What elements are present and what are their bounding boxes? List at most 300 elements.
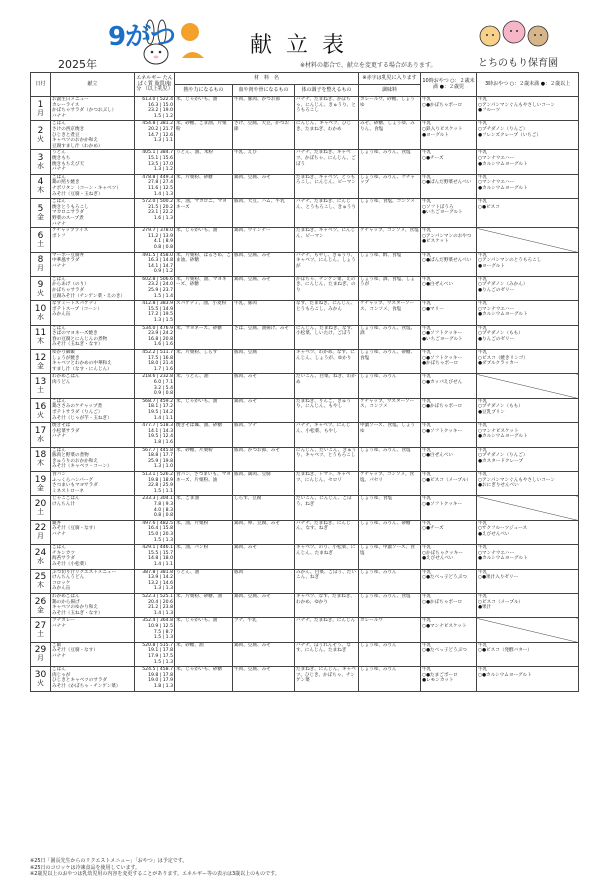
date-cell (31, 276, 51, 300)
yellow-foods-cell: 牛肉、豚肉、かつお節 (233, 97, 295, 121)
table-row (31, 325, 579, 349)
nutrition-cell: 387.8 | 381.8 13.9 | 14.2 13.2 | 14.6 1.3 | 1.3 (135, 569, 175, 593)
yellow-foods-cell: 豚肉 (233, 569, 295, 593)
snack3-cell: 牛乳 ○●ビスコ（発酵バター） (477, 642, 579, 666)
nutrition-cell: 602.8 | 506.6 23.2 | 24.0 25.9 | 23.7 1.5 | 1.4 (135, 276, 175, 300)
snack10-cell: 牛乳 ○●マリー (421, 301, 477, 325)
table-row (31, 545, 579, 569)
green-foods-cell: バナナ、たまねぎ、かぼちゃ、にんじん、きゅうり、とうもろこし (295, 97, 359, 121)
table-row (31, 228, 579, 252)
nutrition-cell: 478.8 | 449.3 27.8 | 27.4 11.6 | 12.5 1.4 | 1.3 (135, 174, 175, 198)
nutrition-cell: 568.7 | 459.2 18.1 | 17.2 19.5 | 14.2 1.4 | 1.1 (135, 398, 175, 422)
weekday: 金 (37, 361, 44, 370)
snack10-cell: 牛乳 ○●かぼちゃボーロ (421, 593, 477, 617)
col-green-foods: 体の調子を整えるもの (295, 85, 359, 97)
table-row (31, 642, 579, 666)
snack10-cell: 牛乳 ○●ソフトクッキー (421, 496, 477, 520)
snack10-cell: 牛乳 ○●チーズ (421, 520, 477, 544)
red-foods-cell: 焼きそば麺、油、砂糖 (175, 423, 233, 447)
seasoning-cell: 中濃ソース、食塩、しょうゆ (359, 423, 421, 447)
col-menu: 献立 (51, 73, 135, 97)
red-foods-cell: 食パン、さつまいも、マヨネーズ、片栗粉、油 (175, 472, 233, 496)
weekday: 水 (37, 434, 44, 443)
red-foods-cell: 米、じゃがいも、砂糖 (175, 667, 233, 691)
snack10-cell: 牛乳 ○●かぼちゃボーロ (421, 398, 477, 422)
snack10-cell: 牛乳 ○●ぱんだ野菜せんべい (421, 252, 477, 276)
date-cell (31, 350, 51, 374)
footer-notes (30, 858, 280, 878)
menu-cell: なすミートスパゲティ ポテトスープ（コーン） みかん缶 (51, 301, 135, 325)
table-row (31, 97, 579, 121)
menu-cell: ごはん 鶏の照り焼き ナポリタン（コーン・キャベツ） みそ汁（豆腐・玉ねぎ） (51, 174, 135, 198)
red-foods-cell: 米、じゃがいも、油 (175, 97, 233, 121)
red-foods-cell: 米、うどん、油 (175, 374, 233, 398)
snack3-cell: 牛乳 ○プチダノン（もも） ●りんごのゼリー (477, 325, 579, 349)
snack10-cell: 牛乳 ○●ソフトクッキー ●かぼちゃボーロ (421, 350, 477, 374)
date-cell (31, 667, 51, 691)
snack3-cell: 牛乳 ○プチダノン（りんご） ●フレンズクレープ（いちご） (477, 121, 579, 150)
green-foods-cell: キャベツ、のり、小松菜、にんじん、たまねぎ (295, 545, 359, 569)
menu-cell: ご飯 みそ汁（豆腐・なす） バナナ (51, 642, 135, 666)
green-foods-cell: バナナ、たまねぎ、キャベツ、かぼちゃ、にんじん、ごぼう (295, 150, 359, 174)
weekday: 金 (37, 605, 44, 614)
snack3-cell: 牛乳 ○プチダノン（もも） ●豆乳プリン (477, 398, 579, 422)
red-foods-cell: 米、砂糖、ごま油、片栗粉 (175, 121, 233, 150)
seasoning-cell: しょうゆ、みりん、食塩 (359, 150, 421, 174)
snack10-cell: 牛乳 ○●ビスコ（メープル） (421, 472, 477, 496)
yellow-foods-cell: 鶏肉、豆腐、みそ (233, 174, 295, 198)
school-name: とちのもり保育園 (478, 58, 558, 69)
yellow-foods-cell: 豚肉、ツナ (233, 423, 295, 447)
green-foods-cell: たまねぎ、にんじん、キャベツ、ひじき、かぼちゃ、チンゲン菜 (295, 667, 359, 691)
weekday: 土 (37, 386, 44, 395)
seasoning-cell: しょうゆ、みりん、食塩 (359, 593, 421, 617)
yellow-foods-cell: 牛乳、えび (233, 150, 295, 174)
green-foods-cell: だいこん、にんじん、ごぼう、ねぎ (295, 496, 359, 520)
table-row (31, 520, 579, 544)
date-cell (31, 472, 51, 496)
snack3-cell: 牛乳 ○●カルシウムヨーグルト (477, 667, 579, 691)
yellow-foods-cell: さけ、豆腐、大豆、かつお節 (233, 121, 295, 150)
green-foods-cell: バナナ、キャベツ、にんじん、小松菜、もやし (295, 423, 359, 447)
yellow-foods-cell: 豚肉、鶏肉、豆腐 (233, 472, 295, 496)
table-row (31, 496, 579, 520)
table-row (31, 667, 579, 691)
date-number: 25 (34, 572, 47, 583)
green-foods-cell: バナナ、ほうれんそう、なす、にんじん、たまねぎ (295, 642, 359, 666)
date-cell (31, 121, 51, 150)
date-number: 26 (34, 596, 47, 607)
red-foods-cell: うどん、油 (175, 569, 233, 593)
seasoning-cell: しょうゆ、みりん (359, 667, 421, 691)
date-number: 18 (34, 450, 47, 461)
weekday: 月 (37, 532, 44, 541)
date-number: 17 (34, 425, 47, 436)
nutrition-cell: 567.7 | 445.8 18.8 | 17.7 25.9 | 19.8 1.3 | 1.0 (135, 447, 175, 471)
yellow-foods-cell: 豚肉、みそ (233, 374, 295, 398)
col-yellow-foods: 血や肉や骨になるもの (233, 85, 295, 97)
table-row (31, 398, 579, 422)
green-foods-cell: キャベツ、わかめ、なす、にんじん、しょうが、ゆかり (295, 350, 359, 374)
red-foods-cell: 米、砂糖、片栗粉 (175, 447, 233, 471)
col-materials: 材 料 名 (175, 73, 359, 85)
table-row (31, 569, 579, 593)
header-note: ※材料の都合で、献立を変更する場合があります。 (300, 62, 437, 69)
nutrition-cell: 454.8 | 381.2 20.2 | 21.7 14.7 | 12.6 1.3 | 1.1 (135, 121, 175, 150)
snack3-cell: 牛乳 ○アンパンマンぐんもやさしいコーン ●フルーツ (477, 97, 579, 121)
nutrition-cell: 405.1 | 384.7 15.1 | 15.6 13.5 | 17.0 1.3 | 1.2 (135, 150, 175, 174)
yellow-foods-cell: 鶏肉、卵、豆腐、みそ (233, 520, 295, 544)
menu-table-body (31, 97, 579, 692)
weekday: 土 (37, 239, 44, 248)
seasoning-cell: カレールウ、砂糖、しょうゆ (359, 97, 421, 121)
date-number: 13 (34, 377, 47, 388)
yellow-foods-cell: 豚肉、豆腐 (233, 350, 295, 374)
yellow-foods-cell: 鶏肉、豆腐、みそ (233, 593, 295, 617)
footer-note: ※25日のコロッケは冷凍食品を使用しています。 (30, 864, 141, 871)
date-cell (31, 447, 51, 471)
date-number: 4 (37, 177, 44, 188)
weekday: 月 (37, 108, 44, 117)
red-foods-cell: 米、片栗粉、砂糖、油 (175, 593, 233, 617)
weekday: 金 (37, 483, 44, 492)
red-foods-cell: 米、油、マカロニ、マヨネーズ (175, 199, 233, 228)
weekday: 火 (37, 410, 44, 419)
weekday: 水 (37, 312, 44, 321)
seasoning-cell: しょうゆ、みりん (359, 374, 421, 398)
red-foods-cell: 米、じゃがいも、油 (175, 398, 233, 422)
snack10-cell: 牛乳 ○●ソフトクッキー (421, 423, 477, 447)
year-label: 2025年 (58, 58, 97, 71)
date-number: 24 (34, 547, 47, 558)
red-foods-cell: 米、片栗粉、砂糖 (175, 174, 233, 198)
menu-cell: ごはん 焼きとうもろこし マカロニサラダ 野菜のスープ煮 バナナ (51, 199, 135, 228)
weekday: 火 (37, 678, 44, 687)
menu-cell: 食パン ふっくらハンバーグ さつまいもマヨサラダ ミネストローネ (51, 472, 135, 496)
menu-cell: 焼きそば 小松菜サラダ バナナ (51, 423, 135, 447)
snack10-cell: 牛乳 ○●カッパえびせん (421, 374, 477, 398)
snack10-cell: 牛乳 ○●たべっ子どうぶつ (421, 569, 477, 593)
green-foods-cell: かぼちゃ、チンゲン菜、えのき、にんじん、たまねぎ、のり (295, 276, 359, 300)
green-foods-cell: バナナ、もやし、きゅうり、キャベツ、にんじん、しょうが (295, 252, 359, 276)
snack3-cell: 牛乳 ○マンナウエハー ●カルシウムヨーグルト (477, 174, 579, 198)
page-header (0, 0, 612, 72)
date-cell (31, 252, 51, 276)
table-row (31, 252, 579, 276)
snack3-cell: 牛乳 ○マンナウエハー ●カルシウムヨーグルト (477, 545, 579, 569)
col-snack10: 10時おやつ ○：２歳未満 ●：２歳児 (421, 73, 477, 97)
date-number: 29 (34, 645, 47, 656)
date-number: 20 (34, 499, 47, 510)
seasoning-cell: しょうゆ、みりん、ケチャップ (359, 174, 421, 198)
red-foods-cell: 米、じゃがいも、油 (175, 228, 233, 252)
weekday: 月 (37, 654, 44, 663)
red-foods-cell: 米、じゃがいも、油 (175, 618, 233, 642)
green-foods-cell: たまねぎ、キャベツ、にんじん、ピーマン (295, 228, 359, 252)
seasoning-cell: しょうゆ、みりん、砂糖、食塩 (359, 350, 421, 374)
nutrition-cell: 513.1 | 526.2 19.8 | 18.9 22.8 | 25.9 1.5 | 1.1 (135, 472, 175, 496)
green-foods-cell: バナナ、たまねぎ、にんじん、とうもろこし、きゅうり (295, 199, 359, 228)
red-foods-cell: 米、片栗粉、しらす (175, 350, 233, 374)
date-number: 11 (34, 328, 47, 339)
nutrition-cell: 452.2 | 511.7 17.5 | 16.8 18.0 | 21.4 1.7 | 1.6 (135, 350, 175, 374)
month-label: 9がつ (108, 22, 176, 52)
weekday: 水 (37, 162, 44, 171)
yellow-foods-cell: 鶏肉、豆腐、みそ (233, 642, 295, 666)
nutrition-cell: 477.7 | 518.3 14.1 | 14.3 19.5 | 12.4 1.8 | 1.6 (135, 423, 175, 447)
yellow-foods-cell: しらす、豆腐 (233, 496, 295, 520)
snack3-cell: 牛乳 ○マンナビスケット ●カルシウムヨーグルト (477, 423, 579, 447)
seasoning-cell: しょうゆ、中濃ソース、食塩 (359, 545, 421, 569)
nutrition-cell: 520.8 | 515.7 19.1 | 17.8 17.9 | 17.5 1.5 | 1.3 (135, 642, 175, 666)
date-cell (31, 325, 51, 349)
snack3-cell: 牛乳 ○アンパンマンぐんもやさしいコーン ●おにぎりせんべい (477, 472, 579, 496)
seasoning-cell: しょうゆ、みりん、食塩、酒 (359, 325, 421, 349)
table-row (31, 374, 579, 398)
table-row (31, 276, 579, 300)
table-row (31, 174, 579, 198)
seasoning-cell: しょうゆ、酒、食塩、しょうが (359, 276, 421, 300)
snack10-cell: 牛乳 ○●白ぜんべい (421, 447, 477, 471)
col-energy: エネルギー たんぱく質 脂質/塩分 （以上乳児） (135, 73, 175, 97)
snack3-cell: 牛乳 ○ビスコ（メープル） ●果汁 (477, 593, 579, 617)
seasoning-cell: しょうゆ、みりん (359, 642, 421, 666)
red-foods-cell: 米、油、片栗粉 (175, 520, 233, 544)
nutrition-cell: 491.5 | 458.0 16.3 | 14.8 14.1 | 14.7 0.9 | 1.2 (135, 252, 175, 276)
menu-cell: 親丼 みそ汁（豆腐・なす） バナナ (51, 520, 135, 544)
yellow-foods-cell: さば、豆腐、油揚げ、みそ (233, 325, 295, 349)
weekday: 土 (37, 508, 44, 517)
weekday: 木 (37, 337, 44, 346)
snack10-cell: 牛乳 ○●たべっ子どうぶつ (421, 642, 477, 666)
snack3-cell: 牛乳 ○ビスコ（焼きリンゴ） ●ダブルクラッカー (477, 350, 579, 374)
weekday: 金 (37, 213, 44, 222)
weekday: 水 (37, 556, 44, 565)
table-row (31, 447, 579, 471)
nutrition-cell: 279.7 | 378.0 11.2 | 13.9 4.1 | 8.9 0.8 | 0.8 (135, 228, 175, 252)
table-row (31, 593, 579, 617)
snack3-cell: 牛乳 ○●果汁入りゼリー (477, 569, 579, 593)
menu-cell: ぶつ切り汁リクエストメニュー けんちんうどん コロッケ みかん缶 (51, 569, 135, 593)
date-cell (31, 423, 51, 447)
weekday: 木 (37, 581, 44, 590)
snack3-cell: 牛乳 ○●ビスコ (477, 199, 579, 228)
weekday: 木 (37, 459, 44, 468)
date-cell (31, 97, 51, 121)
date-number: 1 (37, 99, 44, 110)
green-foods-cell: だいこん、白菜、ねぎ、わかめ (295, 374, 359, 398)
table-row (31, 472, 579, 496)
red-foods-cell: 米、油、パン粉 (175, 545, 233, 569)
nutrition-cell: 233.3 | 304.1 7.8 | 9.3 4.0 | 8.3 0.8 | 0.8 (135, 496, 175, 520)
snack3-empty-cell (477, 618, 579, 642)
snack10-cell: 牛乳 ○鉄入りビスケット ●ヨーグルト (421, 121, 477, 150)
menu-cell: ごはん からあげ（のり） かぼちゃサラダ 豆腐みそ汁（チンゲン菜・えのき） (51, 276, 135, 300)
snack10-cell: 牛乳 ○アンパンマンのおやつ ●ビスケット (421, 228, 477, 252)
menu-cell: ケチャップライス ポトフ (51, 228, 135, 252)
col-day: 日付 (31, 73, 51, 97)
snack3-empty-cell (477, 228, 579, 252)
snack10-cell: 牛乳 ○●白ぜんべい (421, 276, 477, 300)
seasoning-cell: しょうゆ、みりん (359, 569, 421, 593)
snack10-cell: 牛乳 ○●ソフトクッキー ●いちごヨーグルト (421, 325, 477, 349)
nutrition-cell: 352.4 | 364.8 10.9 | 12.5 7.5 | 8.7 1.5 | 1.3 (135, 618, 175, 642)
footer-note: ※2歳児以上のおやつは乳幼児用の内容を変更することがあります。エネルギー等の表示は3歳以上のものです。 (30, 871, 280, 877)
table-row (31, 301, 579, 325)
date-cell (31, 545, 51, 569)
date-cell (31, 520, 51, 544)
footer-note: ※25日「園長先生からのリクエストメニュー」「おやつ」は予定です。 (30, 858, 188, 864)
table-row (31, 150, 579, 174)
red-foods-cell: うどん、油、米粉 (175, 150, 233, 174)
seasoning-cell: みそ、砂糖、しょうゆ、みりん、食塩 (359, 121, 421, 150)
menu-cell: ごはん さけの西京焼き ひじきと煮豆 キャベツのおかか和え 豆腐すまし汁（わかめ） (51, 121, 135, 150)
date-number: 22 (34, 523, 47, 534)
green-foods-cell: にんじん、だいこん、きゅうり、キャベツ、とうもろこし (295, 447, 359, 471)
table-row (31, 423, 579, 447)
menu-cell: わかめごはん 鶏のから揚げ キャベツのゆかり和え みそ汁（玉ねぎ・なす） (51, 593, 135, 617)
nutrition-cell: 429.1 | 446.1 15.5 | 15.7 14.8 | 18.0 1.4 | 1.1 (135, 545, 175, 569)
green-foods-cell: キャベツ、なす、たまねぎ、わかめ、ゆかり (295, 593, 359, 617)
yellow-foods-cell: 豚肉、大豆、ハム、牛乳 (233, 199, 295, 228)
col-allergy-note: ※赤字は乳児に入ります (359, 73, 421, 85)
date-cell (31, 642, 51, 666)
date-number: 27 (34, 621, 47, 632)
date-number: 10 (34, 303, 47, 314)
snack10-cell: 牛乳 ○●ぱんだ野菜せんべい (421, 174, 477, 198)
col-snack3: 3時おやつ ○：２歳未満 ●：２歳以上 (477, 73, 579, 97)
menu-cell: じゃこごはん けんちん汁 (51, 496, 135, 520)
menu-table (30, 72, 579, 692)
green-foods-cell: みかん、白菜、ごぼう、だいこん、ねぎ (295, 569, 359, 593)
green-foods-cell: たまねぎ、キャベツ、とうもろこし、にんじん、ピーマン (295, 174, 359, 198)
date-number: 19 (34, 474, 47, 485)
red-foods-cell: スパゲティ、油、小麦粉 (175, 301, 233, 325)
date-number: 30 (34, 669, 47, 680)
date-cell (31, 374, 51, 398)
snack10-cell: 牛乳 ○ソフトぼうろ ●いちごヨーグルト (421, 199, 477, 228)
seasoning-cell: カレールウ (359, 618, 421, 642)
date-number: 6 (37, 230, 44, 241)
menu-cell: ツナカレー バナナ (51, 618, 135, 642)
snack10-cell: 牛乳 ○●マンナビスケット (421, 618, 477, 642)
snack3-cell: 牛乳 ○サクフルーツジュース ●えびせんべい (477, 520, 579, 544)
snack3-cell: 牛乳 ○プチダノン（みかん） ●りんごのゼリー (477, 276, 579, 300)
menu-cell: ごはん 肉じゃが ひじきとキャベツのサラダ みそ汁（かぼちゃ・チンゲン菜） (51, 667, 135, 691)
nutrition-cell: 522.3 | 525.1 20.4 | 20.6 21.2 | 23.8 1.4 | 1.3 (135, 593, 175, 617)
menu-cell: お誕生日メニュー カレーライス かぼちゃサラダ（かつおぶし） バナナ (51, 97, 135, 121)
menu-cell: ごはん さばのマヨネーズ焼き 春の豆腐とにんじんの煮物 みそ汁（玉ねぎ・なす） (51, 325, 135, 349)
seasoning-cell: ケチャップ、ウスターソース、コンソメ、食塩 (359, 301, 421, 325)
menu-cell: ゆかり御飯 しょうが焼き キャベツとわかめの中華和え すまし汁（なす・にんじん） (51, 350, 135, 374)
green-foods-cell: バナナ、たまねぎ、にんじん (295, 618, 359, 642)
page-title: 献立表 (250, 33, 359, 58)
yellow-foods-cell: 牛肉、豆腐、みそ (233, 667, 295, 691)
yellow-foods-cell: 牛乳、豚肉 (233, 301, 295, 325)
date-number: 12 (34, 352, 47, 363)
green-foods-cell: なす、たまねぎ、にんじん、とうもろこし、みかん (295, 301, 359, 325)
snack3-cell: 牛乳 ○プチダノン（りんご） ●カスタードクレープ (477, 447, 579, 471)
seasoning-cell: しょうゆ、みりん、砂糖 (359, 520, 421, 544)
weekday: 土 (37, 630, 44, 639)
snack10-cell: 牛乳 ○●チーズ (421, 150, 477, 174)
menu-cell: うどん 焼きもち 焼きもちえび天 バナナ (51, 150, 135, 174)
yellow-foods-cell: 鶏肉、みそ (233, 545, 295, 569)
snack3-cell: 牛乳 ○マンナウエハー ●カルシウムヨーグルト (477, 150, 579, 174)
yellow-foods-cell: ツナ、牛乳 (233, 618, 295, 642)
date-cell (31, 301, 51, 325)
snack3-empty-cell (477, 374, 579, 398)
date-cell (31, 150, 51, 174)
seasoning-cell: しょうゆ、酢、食塩 (359, 252, 421, 276)
green-foods-cell: にんじん、キャベツ、ひじき、たまねぎ、わかめ (295, 121, 359, 150)
date-cell (31, 496, 51, 520)
snack10-cell: 牛乳 ○かぼちゃクッキー ●えびせんべい (421, 545, 477, 569)
date-cell (31, 199, 51, 228)
weekday: 月 (37, 264, 44, 273)
menu-cell: ごはん 鶏ささみのケチャップ煮 ポテトサラダ（りんご） みそ汁（じゃが芋・玉ねぎ） (51, 398, 135, 422)
yellow-foods-cell: 豚肉、かつお節、みそ (233, 447, 295, 471)
menu-cell: ごはん 豚肉と野菜の煮物 きゅうりのおかか和え みそ汁（キャベツ・コーン） (51, 447, 135, 471)
yellow-foods-cell: 鶏肉、みそ (233, 398, 295, 422)
date-cell (31, 569, 51, 593)
red-foods-cell: 米、砂糖、油 (175, 642, 233, 666)
seasoning-cell: ケチャップ、コンソメ、食塩 (359, 228, 421, 252)
seasoning-cell: しょうゆ、みりん、食塩 (359, 447, 421, 471)
weekday: 火 (37, 288, 44, 297)
col-seasoning: 調味料 (359, 85, 421, 97)
table-row (31, 350, 579, 374)
weekday: 火 (37, 135, 44, 144)
yellow-foods-cell: 鶏肉、豆腐、みそ (233, 276, 295, 300)
red-foods-cell: 米、マヨネーズ、砂糖 (175, 325, 233, 349)
red-foods-cell: 米、ごま油 (175, 496, 233, 520)
date-cell (31, 174, 51, 198)
red-foods-cell: 米、片栗粉、油、マヨネーズ、砂糖 (175, 276, 233, 300)
date-number: 3 (37, 153, 44, 164)
menu-cell: マーボー豆腐丼 中華風サラダ バナナ (51, 252, 135, 276)
yellow-foods-cell: 鶏肉、ウインナー (233, 228, 295, 252)
nutrition-cell: 572.0 | 500.2 21.5 | 20.2 23.1 | 22.2 1.6 | 1.3 (135, 199, 175, 228)
snack3-cell: 牛乳 ○マンナウエハー ●カルシウムヨーグルト (477, 301, 579, 325)
seasoning-cell: しょうゆ、食塩、コンソメ (359, 199, 421, 228)
date-number: 2 (37, 126, 44, 137)
nutrition-cell: 412.8 | 383.9 15.5 | 14.9 17.2 | 19.5 1.3 | 1.5 (135, 301, 175, 325)
green-foods-cell: たまねぎ、トマト、キャベツ、にんじん、セロリ (295, 472, 359, 496)
seasoning-cell: ケチャップ、ウスターソース、コンソメ (359, 398, 421, 422)
weekday: 木 (37, 186, 44, 195)
snack10-cell: 牛乳 ○●かぼちゃボーロ (421, 97, 477, 121)
green-foods-cell: バナナ、たまねぎ、にんじん、なす、ねぎ (295, 520, 359, 544)
snack10-cell: 牛乳 ○●たまごボーロ ●レモンカット (421, 667, 477, 691)
table-row (31, 121, 579, 150)
table-row (31, 618, 579, 642)
date-number: 9 (37, 279, 44, 290)
date-number: 16 (34, 401, 47, 412)
green-foods-cell: にんじん、たまねぎ、なす、小松菜、しいたけ、ごぼう (295, 325, 359, 349)
nutrition-cell: 497.6 | 482.5 16.4 | 15.8 15.0 | 20.3 1.5 | 1.3 (135, 520, 175, 544)
seasoning-cell: しょうゆ、食塩 (359, 496, 421, 520)
menu-cell: ごはん チキンカツ 海苔サラダ みそ汁（小松菜） (51, 545, 135, 569)
nutrition-cell: 534.0 | 476.9 23.9 | 24.2 16.8 | 20.8 1.6 | 1.6 (135, 325, 175, 349)
date-number: 8 (37, 255, 44, 266)
green-foods-cell: たまねぎ、りんご、きゅうり、にんじん、もやし (295, 398, 359, 422)
date-cell (31, 228, 51, 252)
date-cell (31, 618, 51, 642)
animal-friends-icon (478, 14, 550, 52)
table-row (31, 199, 579, 228)
nutrition-cell: 524.5 | 458.7 19.8 | 17.8 19.0 | 17.9 1.8 | 1.3 (135, 667, 175, 691)
